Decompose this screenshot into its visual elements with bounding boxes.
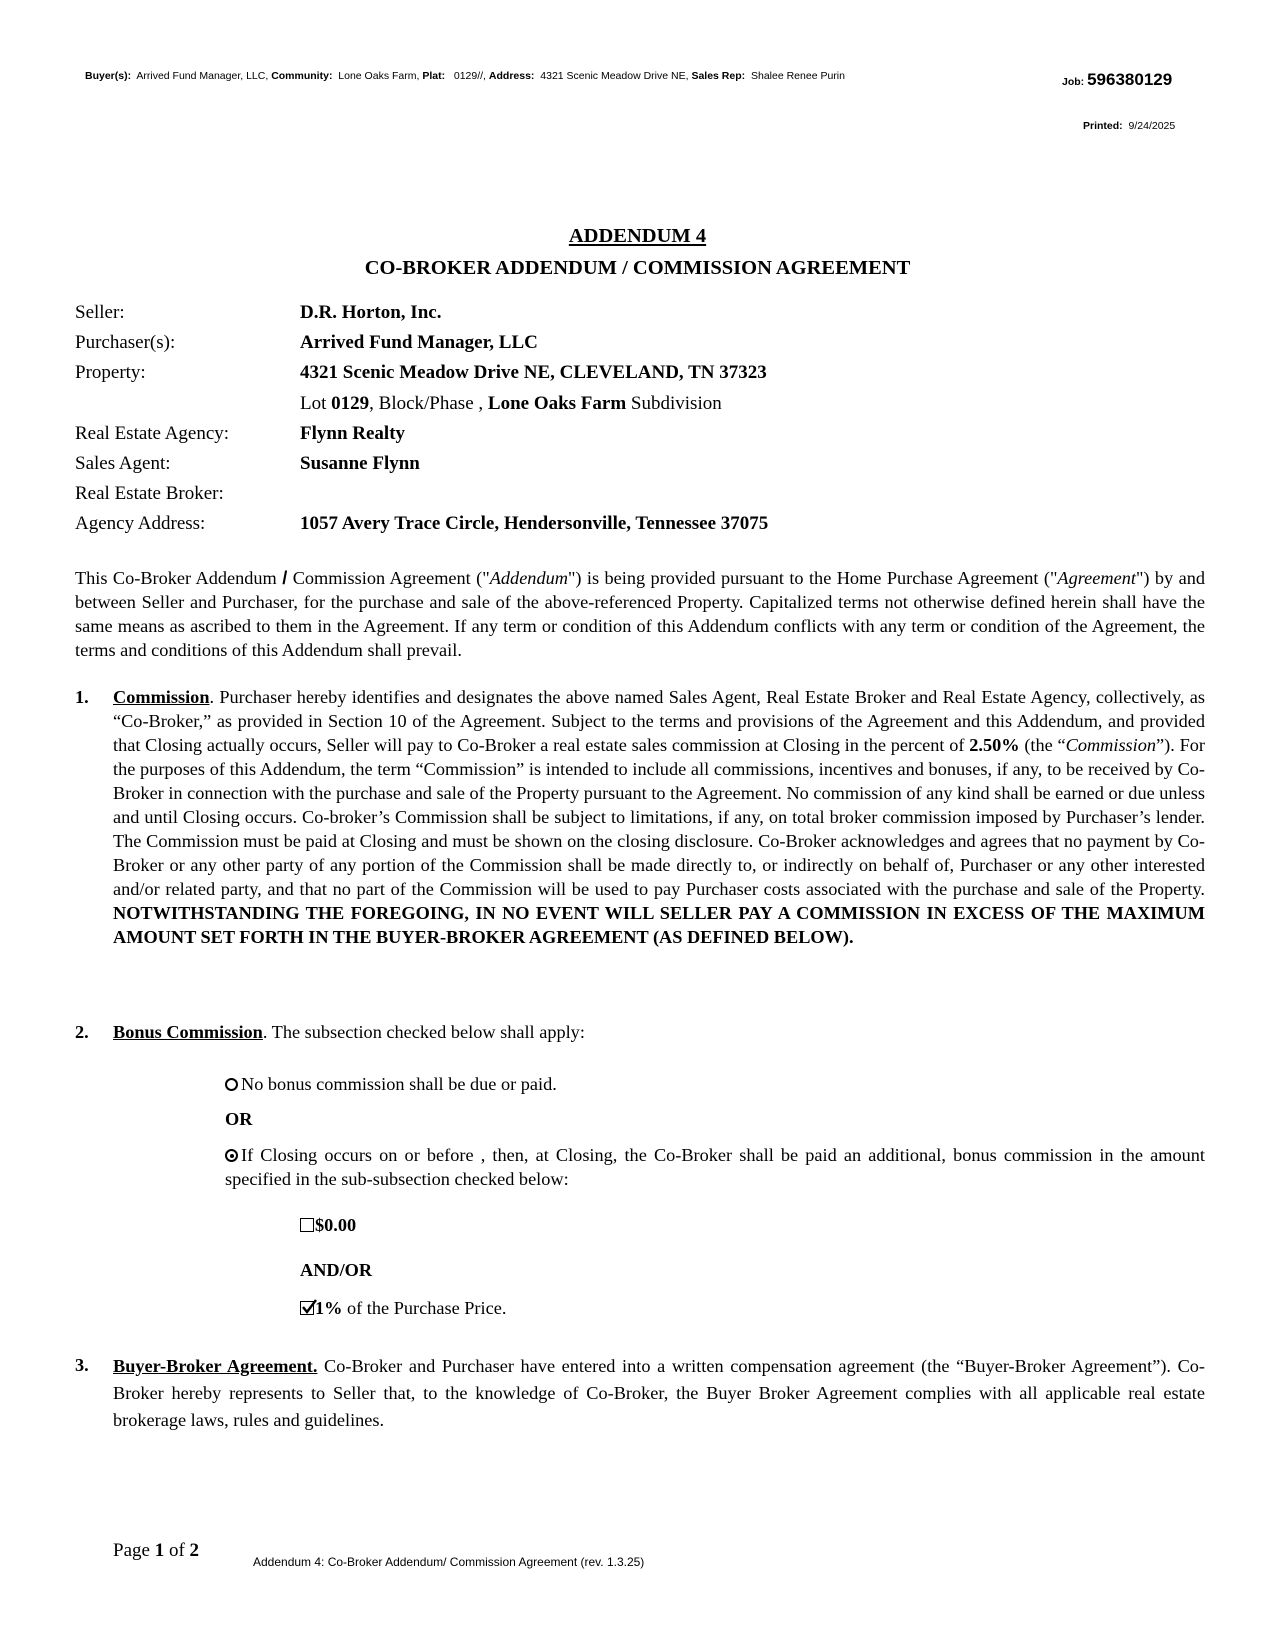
- property-row: Property: 4321 Scenic Meadow Drive NE, CLEVELAND, TN 37323: [75, 362, 767, 384]
- bonus-option-if-closing[interactable]: If Closing occurs on or before , then, at Closing, the Co-Broker shall be paid an additional, bonus commission in the amount specified in the sub-subsection checked below:: [225, 1145, 1205, 1189]
- checkbox-unchecked-icon[interactable]: [300, 1218, 314, 1232]
- agency-row: Real Estate Agency: Flynn Realty: [75, 422, 406, 444]
- broker-row: Real Estate Broker:: [75, 483, 224, 505]
- agency-address-row: Agency Address: 1057 Avery Trace Circle, Hendersonville, Tennessee 37075: [75, 513, 769, 535]
- radio-unselected-icon[interactable]: [225, 1078, 238, 1091]
- parties-info-block: [75, 302, 1205, 544]
- bonus-amount-fixed[interactable]: $0.00: [300, 1213, 356, 1237]
- seller-row: Seller: D.R. Horton, Inc.: [75, 302, 442, 323]
- radio-selected-icon[interactable]: [225, 1149, 238, 1162]
- addendum-number-title: ADDENDUM 4: [568, 225, 707, 247]
- section-bonus-commission: 2. Bonus Commission. The subsection checked below shall apply:: [75, 1022, 585, 1042]
- form-footer-name: Addendum 4: Co-Broker Addendum/ Commission Agreement (rev. 1.3.25): [253, 1555, 645, 1569]
- lot-row: Lot 0129, Block/Phase , Lone Oaks Farm Subdivision: [300, 392, 722, 414]
- addendum-title: CO-BROKER ADDENDUM / COMMISSION AGREEMENT: [364, 257, 911, 279]
- intro-paragraph: This Co-Broker Addendum / Commission Agreement ("Addendum") is being provided pursuant to the Home Purchase Agreement ("Agreement") by and between Seller and Purchaser, for the purchase and sale of the above-referenced Property. Capitalized terms not otherwise defined herein shall have the same means as ascribed to them in the Agreement. If any term or condition of this Addendum conflicts with any term or condition of the Agreement, the terms and conditions of this Addendum shall prevail.: [75, 567, 1206, 660]
- job-number: Job: 596380129: [1062, 70, 1173, 89]
- andor-separator: AND/OR: [300, 1260, 373, 1280]
- printed-date: Printed: 9/24/2025: [1083, 120, 1176, 132]
- checkbox-checked-icon[interactable]: [300, 1301, 314, 1315]
- section-buyer-broker-agreement: 3. Buyer-Broker Agreement. Co-Broker and Purchaser have entered into a written compensation agreement (the “Buyer-Broker Agreement”). Co-Broker hereby represents to Seller that, to the knowledge of Co-Broker, the Buyer Broker Agreement complies with all applicable real estate brokerage laws, rules and guidelines.: [75, 1355, 1206, 1430]
- bonus-amount-percent[interactable]: 1% of the Purchase Price.: [300, 1296, 506, 1320]
- sales-agent-row: Sales Agent: Susanne Flynn: [75, 452, 420, 474]
- header-job-summary: Buyer(s): Arrived Fund Manager, LLC, Community: Lone Oaks Farm, Plat: 0129//, Address: 4321 Scenic Meadow Drive NE, Sales Rep: Shalee Renee Purin: [85, 70, 845, 82]
- section-commission: 1. Commission. Purchaser hereby identifies and designates the above named Sales Agent, Real Estate Broker and Real Estate Agency, collectively, as “Co-Broker,” as provided in Section 10 of the Agreement. Subject to the terms and provisions of the Agreement and this Addendum, and provided that Closing actually occurs, Seller will pay to Co-Broker a real estate sales commission at Closing in the percent of 2.50% (the “Commission”). For the purposes of this Addendum, the term “Commission” is intended to include all commissions, incentives and bonuses, if any, to be received by Co-Broker in connection with the purchase and sale of the Property pursuant to the Agreement. No commission of any kind shall be earned or due unless and until Closing occurs. Co-broker’s Commission shall be subject to limitations, if any, on total broker commission imposed by Purchaser’s lender. The Commission must be paid at Closing and must be shown on the closing disclosure. Co-Broker acknowledges and agrees that no payment by Co-Broker or any other party of any portion of the Commission shall be made directly to, or indirectly on behalf of, Purchaser or any other interested and/or related party, and that no part of the Commission will be used to pay Purchaser costs associated with the purchase and sale of the Property. NOTWITHSTANDING THE FOREGOING, IN NO EVENT WILL SELLER PAY A COMMISSION IN EXCESS OF THE MAXIMUM AMOUNT SET FORTH IN THE BUYER-BROKER AGREEMENT (AS DEFINED BELOW).: [75, 687, 1205, 947]
- purchaser-row: Purchaser(s): Arrived Fund Manager, LLC: [75, 332, 538, 354]
- or-separator: OR: [225, 1109, 253, 1129]
- page-number: Page 1 of 2: [113, 1540, 200, 1561]
- section-commission-body: Commission. Purchaser hereby identifies and designates the above named Sales Agent, Real Estate Broker and Real Estate Agency, collectively, as “Co-Broker,” as provided in Section 10 of the Agreement. Subject to the terms and provisions of the Agreement and this Addendum, and provided that Closing actually occurs, Seller will pay to Co-Broker a real estate sales commission at Closing in the percent of 2.50% (the “Commission”). For the purposes of this Addendum, the term “Commission” is intended to include all commissions, incentives and bonuses, if any, to be received by Co-Broker in connection with the purchase and sale of the Property pursuant to the Agreement. No commission of any kind shall be earned or due unless and until Closing occurs. Co-broker’s Commission shall be subject to limitations, if any, on total broker commission imposed by Purchaser’s lender. The Commission must be paid at Closing and must be shown on the closing disclosure. Co-Broker acknowledges and agrees that no payment by Co-Broker or any other party of any portion of the Commission shall be made directly to, or indirectly on behalf of, Purchaser or any other interested and/or related party, and that no part of the Commission will be used to pay Purchaser costs associated with the purchase and sale of the Property. NOTWITHSTANDING THE FOREGOING, IN NO EVENT WILL SELLER PAY A COMMISSION IN EXCESS OF THE MAXIMUM AMOUNT SET FORTH IN THE BUYER-BROKER AGREEMENT (AS DEFINED BELOW).: [113, 687, 1205, 947]
- bonus-option-none[interactable]: No bonus commission shall be due or paid.: [225, 1072, 557, 1096]
